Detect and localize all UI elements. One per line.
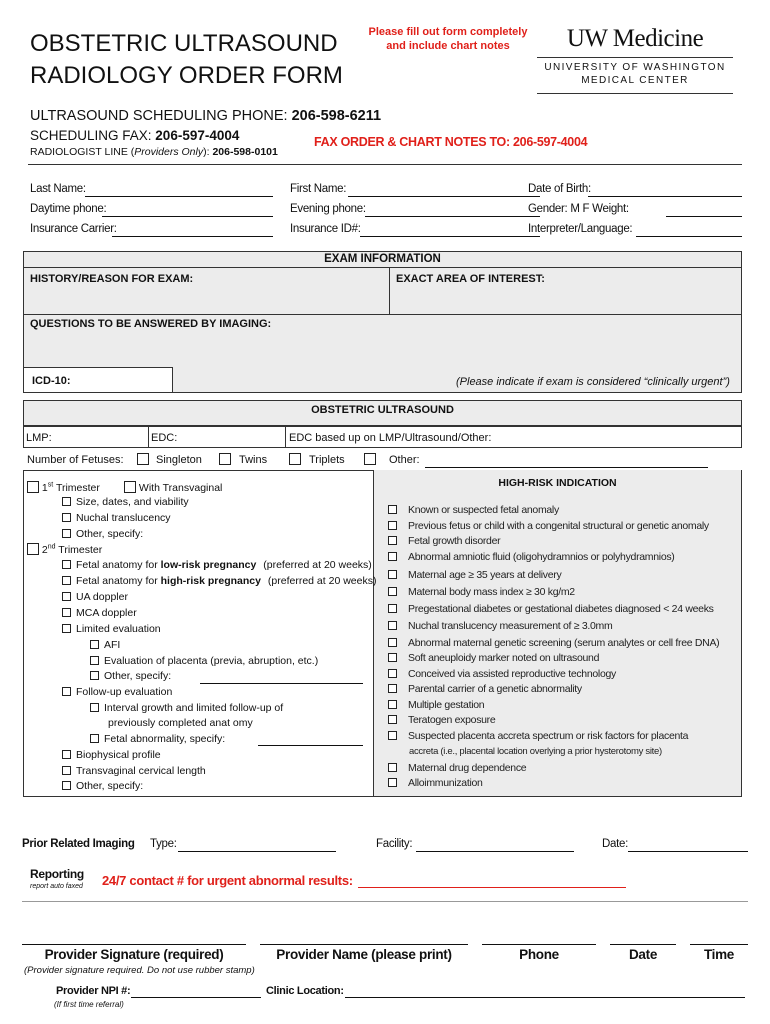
history-field[interactable]: HISTORY/REASON FOR EXAM: (30, 273, 194, 285)
high-risk-item: Previous fetus or child with a congenital structural or genetic anomaly (388, 520, 709, 532)
nuchal-checkbox[interactable] (62, 513, 71, 522)
logo-sub2: MEDICAL CENTER (581, 75, 689, 86)
mca-doppler-checkbox[interactable] (62, 608, 71, 617)
prior-facility-field[interactable] (416, 851, 574, 852)
low-risk-checkbox[interactable] (62, 560, 71, 569)
time-field[interactable] (690, 944, 748, 945)
high-risk-item: Teratogen exposure (388, 714, 495, 726)
high-risk-item: Maternal age ≥ 35 years at delivery (388, 569, 561, 581)
daytime-phone-field[interactable] (102, 216, 273, 217)
high-risk-item-continuation: accreta (i.e., placental location overlying a prior hysterotomy site) (409, 746, 662, 757)
fetal-abnormality-field[interactable] (258, 745, 363, 746)
high-risk-item: Suspected placenta accreta spectrum or risk factors for placenta (388, 730, 688, 742)
scheduling-fax: SCHEDULING FAX: 206-597-4004 (30, 128, 240, 143)
uw-medicine-logo (535, 24, 735, 94)
other-limited-checkbox[interactable] (90, 671, 99, 680)
exam-title: EXAM INFORMATION (324, 253, 441, 265)
signature-field[interactable] (22, 944, 246, 945)
high-risk-item: Abnormal maternal genetic screening (serum analytes or cell free DNA) (388, 637, 719, 649)
questions-field[interactable]: QUESTIONS TO BE ANSWERED BY IMAGING: (30, 318, 272, 330)
other-fetuses-checkbox[interactable] (364, 453, 376, 465)
insurance-carrier-field[interactable] (112, 236, 273, 237)
high-risk-item: Alloimmunization (388, 777, 483, 789)
interpreter-field[interactable] (636, 236, 742, 237)
twins-checkbox[interactable] (219, 453, 231, 465)
signature-note: (Provider signature required. Do not use rubber stamp) (24, 965, 255, 976)
prior-date-field[interactable] (628, 851, 748, 852)
date-field[interactable] (610, 944, 676, 945)
high-risk-item: Maternal drug dependence (388, 762, 526, 774)
trimester-1-checkbox[interactable] (27, 481, 39, 493)
high-risk-item: Known or suspected fetal anomaly (388, 504, 559, 516)
biophysical-checkbox[interactable] (62, 750, 71, 759)
trimester-2: 2nd Trimester (27, 543, 102, 556)
high-risk-item: Fetal growth disorder (388, 535, 500, 547)
evening-phone-field[interactable] (365, 216, 540, 217)
urgent-note: (Please indicate if exam is considered “clinically urgent”) (456, 376, 730, 388)
dob-field[interactable] (588, 196, 742, 197)
weight-field[interactable] (666, 216, 742, 217)
fill-notice: Please fill out form completely and include chart notes (368, 26, 528, 52)
other-limited-field[interactable] (200, 683, 363, 684)
interval-growth-checkbox[interactable] (90, 703, 99, 712)
cervical-length-checkbox[interactable] (62, 766, 71, 775)
provider-name-field[interactable] (260, 944, 468, 945)
high-risk-item: Conceived via assisted reproductive technology (388, 668, 616, 680)
high-risk-title: HIGH-RISK INDICATION (498, 477, 617, 489)
ob-title: OBSTETRIC ULTRASOUND (311, 404, 454, 416)
size-dates-checkbox[interactable] (62, 497, 71, 506)
fax-order-note: FAX ORDER & CHART NOTES TO: 206-597-4004 (314, 135, 588, 149)
prior-imaging-label: Prior Related Imaging (22, 838, 135, 850)
ua-doppler-checkbox[interactable] (62, 592, 71, 601)
high-risk-item: Parental carrier of a genetic abnormality (388, 683, 582, 695)
insurance-id-field[interactable] (360, 236, 540, 237)
afi-checkbox[interactable] (90, 640, 99, 649)
edc-field[interactable]: EDC: (151, 432, 178, 444)
form-title-line2: RADIOLOGY ORDER FORM (30, 62, 343, 89)
followup-checkbox[interactable] (62, 687, 71, 696)
logo-sub1: UNIVERSITY OF WASHINGTON (544, 62, 726, 73)
form-title-line1: OBSTETRIC ULTRASOUND (30, 30, 338, 57)
phone-field[interactable] (482, 944, 596, 945)
npi-field[interactable] (131, 997, 261, 998)
radiologist-line: RADIOLOGIST LINE (Providers Only): 206-598-0101 (30, 146, 278, 158)
trimester-2-checkbox[interactable] (27, 543, 39, 555)
logo-main: UW Medicine (566, 25, 704, 52)
clinic-location-field[interactable] (345, 997, 745, 998)
triplets-checkbox[interactable] (289, 453, 301, 465)
edc-based-field[interactable]: EDC based up on LMP/Ultrasound/Other: (289, 432, 492, 444)
trimester-1: 1st Trimester (27, 481, 100, 494)
high-risk-checkbox[interactable] (62, 576, 71, 585)
high-risk-item: Maternal body mass index ≥ 30 kg/m2 (388, 586, 575, 598)
high-risk-item: Pregestational diabetes or gestational diabetes diagnosed < 24 weeks (388, 603, 714, 615)
area-of-interest-field[interactable]: EXACT AREA OF INTEREST: (396, 273, 545, 285)
high-risk-item: Multiple gestation (388, 699, 484, 711)
prior-type-field[interactable] (178, 851, 336, 852)
first-name-field[interactable] (348, 196, 540, 197)
last-name-field[interactable] (85, 196, 273, 197)
reporting-label: Reporting (30, 867, 84, 881)
high-risk-item: Abnormal amniotic fluid (oligohydramnios or polyhydramnios) (388, 551, 675, 563)
limited-evaluation-checkbox[interactable] (62, 624, 71, 633)
high-risk-item: Soft aneuploidy marker noted on ultrasound (388, 652, 599, 664)
fetal-abnormality-checkbox[interactable] (90, 734, 99, 743)
placenta-checkbox[interactable] (90, 656, 99, 665)
other-t2-checkbox[interactable] (62, 781, 71, 790)
urgent-contact-label: 24/7 contact # for urgent abnormal results: (102, 873, 353, 888)
urgent-contact-field[interactable] (358, 887, 626, 888)
high-risk-item: Nuchal translucency measurement of ≥ 3.0mm (388, 620, 612, 632)
scheduling-phone: ULTRASOUND SCHEDULING PHONE: 206-598-6211 (30, 108, 382, 124)
other-fetuses-field[interactable] (425, 467, 708, 468)
other-t1-checkbox[interactable] (62, 529, 71, 538)
with-transvaginal-checkbox[interactable] (124, 481, 136, 493)
form-title (30, 28, 343, 92)
lmp-field[interactable]: LMP: (26, 432, 52, 444)
singleton-checkbox[interactable] (137, 453, 149, 465)
